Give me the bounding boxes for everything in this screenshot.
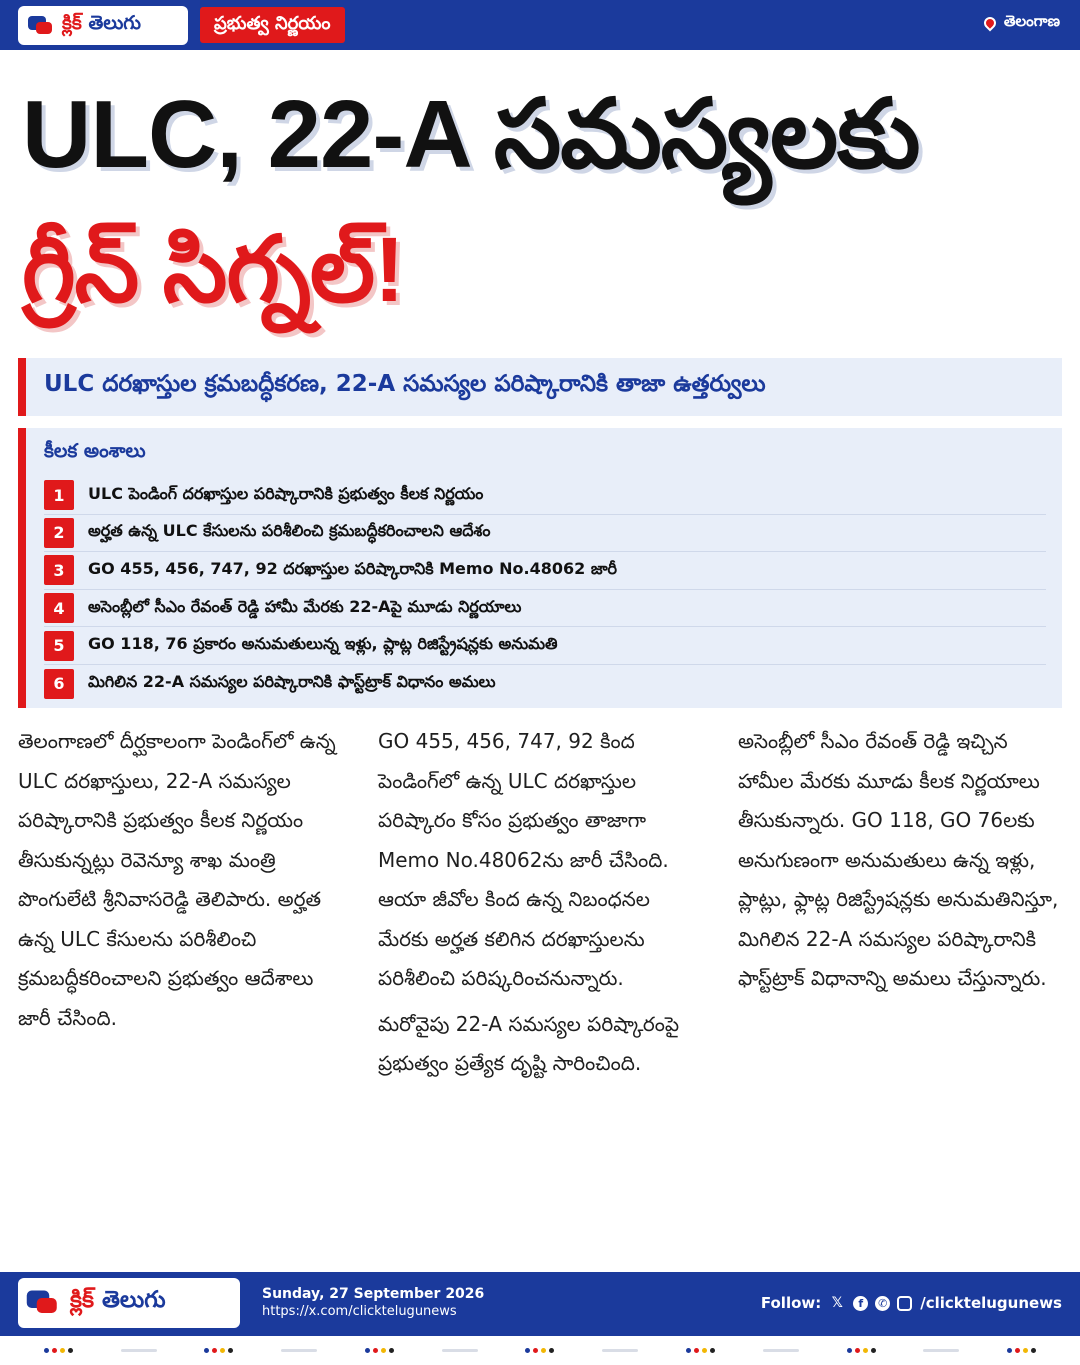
chat-bubbles-icon: [27, 1288, 60, 1318]
divider-dash: [442, 1349, 478, 1352]
article-column-3: [738, 722, 1062, 1152]
dot-group: [365, 1348, 394, 1353]
brand-name: క్లిక్ తెలుగు: [70, 1287, 166, 1313]
article-paragraph: తెలంగాణలో దీర్ఘకాలంగా పెండింగ్‌లో ఉన్న ULC దరఖాస్తులు, 22-A సమస్యల పరిష్కారానికి ప్రభుత్వం కీలక నిర్ణయం తీసుకున్నట్లు రెవెన్యూ శాఖ మంత్రి పొంగులేటి శ్రీనివాసరెడ్డి తెలిపారు. అర్హత ఉన్న ULC కేసులను పరిశీలించి క్రమబద్ధీకరించాలని ప్రభుత్వం ఆదేశాలు జారీ చేసింది.: [18, 729, 336, 1030]
top-bar: [0, 0, 1080, 50]
key-point-text: అసెంబ్లీలో సీఎం రేవంత్ రెడ్డి హామీ మేరకు 22-Aపై మూడు నిర్ణయాలు: [88, 596, 522, 616]
location-tag: [984, 12, 1060, 34]
dot-group: [204, 1348, 233, 1353]
key-point-text: అర్హత ఉన్న ULC కేసులను పరిశీలించి క్రమబద్ధీకరించాలని ఆదేశం: [88, 521, 491, 541]
follow-label: Follow:: [760, 1294, 822, 1312]
article-paragraph: GO 455, 456, 747, 92 కింద పెండింగ్‌లో ఉన్న ULC దరఖాస్తుల పరిష్కారం కోసం ప్రభుత్వం తాజాగా Memo No.48062ను జారీ చేసింది. ఆయా జీవోల కింద ఉన్న నిబంధనల మేరకు అర్హత కలిగిన దరఖాస్తులను పరిశీలించి పరిష్కరించనున్నారు.: [378, 729, 669, 990]
key-point-number: 6: [44, 669, 74, 699]
headline-line-1: ULC, 22-A సమస్యలకు: [22, 81, 920, 188]
dot-group: [525, 1348, 554, 1353]
article-paragraph: అసెంబ్లీలో సీఎం రేవంత్ రెడ్డి ఇచ్చిన హామీల మేరకు మూడు కీలక నిర్ణయాలు తీసుకున్నారు. GO 118, GO 76లకు అనుగుణంగా అనుమతులు ఉన్న ఇళ్లు, ప్లాట్లు, ఫ్లాట్ల రిజిస్ట్రేషన్లకు అనుమతినిస్తూ, మిగిలిన 22-A సమస్యల పరిష్కారానికి ఫాస్ట్‌ట్రాక్ విధానాన్ని అమలు చేస్తున్నారు.: [738, 729, 1059, 990]
key-point-text: ULC పెండింగ్ దరఖాస్తుల పరిష్కారానికి ప్రభుత్వం కీలక నిర్ణయం: [88, 483, 484, 503]
key-point-number: 5: [44, 631, 74, 661]
key-point-item: [44, 590, 1046, 628]
article-column-2: [378, 722, 702, 1152]
key-point-text: మిగిలిన 22-A సమస్యల పరిష్కారానికి ఫాస్ట్‌ట్రాక్ విధానం అమలు: [88, 672, 496, 692]
key-point-number: 4: [44, 593, 74, 623]
divider-dash: [763, 1349, 799, 1352]
footer-meta: [262, 1286, 484, 1319]
dot-group: [44, 1348, 73, 1353]
key-point-item: [44, 665, 1046, 703]
headline: [22, 70, 1062, 340]
article-body: [18, 722, 1062, 1152]
facebook-icon[interactable]: f: [853, 1296, 868, 1311]
key-point-item: [44, 515, 1046, 553]
subtitle-strip: [18, 358, 1062, 416]
location-pin-icon: [981, 15, 998, 32]
source-url[interactable]: https://x.com/clicktelugunews: [262, 1304, 457, 1319]
key-point-number: 3: [44, 555, 74, 585]
subtitle-text: ULC దరఖాస్తుల క్రమబద్ధీకరణ, 22-A సమస్యల పరిష్కారానికి తాజా ఉత్తర్వులు: [44, 371, 766, 397]
divider-dash: [121, 1349, 157, 1352]
chat-bubbles-icon: [28, 14, 54, 38]
key-points-title: కీలక అంశాలు: [44, 440, 146, 462]
dot-group: [847, 1348, 876, 1353]
dot-group: [1007, 1348, 1036, 1353]
social-follow: [761, 1294, 1062, 1312]
key-point-number: 2: [44, 518, 74, 548]
publish-date: Sunday, 27 September 2026: [262, 1286, 485, 1302]
brand-name: క్లిక్ తెలుగు: [62, 12, 141, 34]
location-label: తెలంగాణ: [1003, 12, 1060, 30]
category-badge: ప్రభుత్వ నిర్ణయం: [200, 7, 345, 43]
key-point-number: 1: [44, 480, 74, 510]
divider-dash: [281, 1349, 317, 1352]
divider-dash: [602, 1349, 638, 1352]
footer-bar: [0, 1272, 1080, 1336]
article-column-1: [18, 722, 342, 1152]
key-point-text: GO 118, 76 ప్రకారం అనుమతులున్న ఇళ్లు, ప్లాట్ల రిజిస్ట్రేషన్లకు అనుమతి: [88, 634, 558, 654]
social-handle[interactable]: /clicktelugunews: [920, 1294, 1062, 1312]
key-point-item: [44, 477, 1046, 515]
headline-line-2: గ్రీన్ సిగ్నల్!: [22, 219, 404, 321]
instagram-icon[interactable]: [897, 1296, 912, 1311]
key-points-panel: [18, 428, 1062, 708]
dot-group: [686, 1348, 715, 1353]
key-point-item: [44, 627, 1046, 665]
decorative-dots-strip: [0, 1336, 1080, 1365]
divider-dash: [923, 1349, 959, 1352]
brand-logo[interactable]: [18, 6, 188, 45]
whatsapp-icon[interactable]: ✆: [875, 1296, 890, 1311]
article-paragraph: మరోవైపు 22-A సమస్యల పరిష్కారంపై ప్రభుత్వం ప్రత్యేక దృష్టి సారించింది.: [378, 1011, 680, 1075]
x-icon[interactable]: 𝕏: [831, 1295, 843, 1311]
key-point-item: [44, 552, 1046, 590]
key-point-text: GO 455, 456, 747, 92 దరఖాస్తుల పరిష్కారానికి Memo No.48062 జారీ: [88, 558, 618, 578]
footer-brand-logo[interactable]: [18, 1278, 240, 1328]
